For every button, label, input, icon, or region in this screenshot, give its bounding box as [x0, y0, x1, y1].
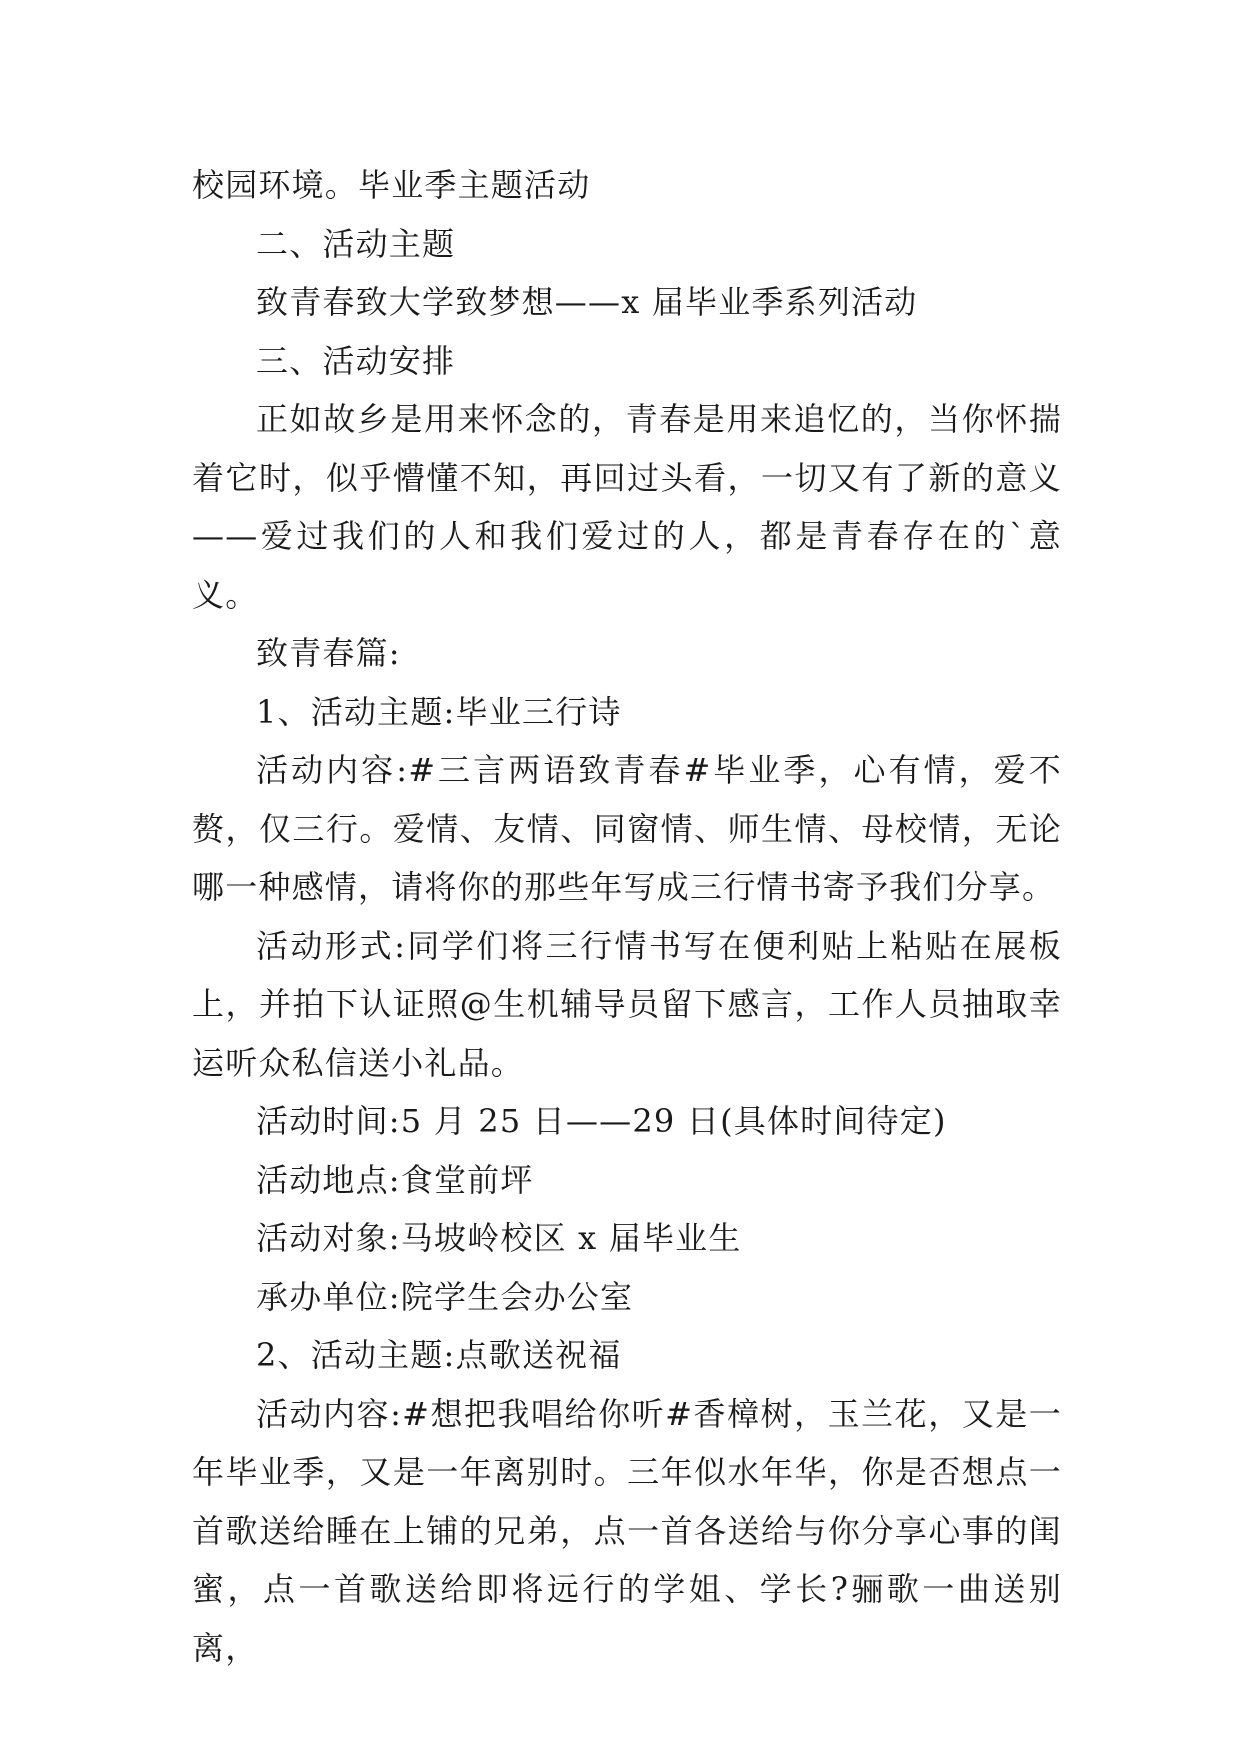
paragraph: 1、活动主题:毕业三行诗: [256, 692, 622, 731]
paragraph: 活动时间:5 月 25 日——29 日(具体时间待定): [256, 1102, 947, 1140]
paragraph: 活动内容:#想把我唱给你听#香樟树，玉兰花，又是一年毕业季，又是一年离别时。三年似水年华，你是否想点一首歌送给睡在上铺的兄弟，点一首各送给与你分享心事的闺蜜，点一首歌送给即将远行的学姐、学长?骊歌一曲送别离，: [192, 1394, 1062, 1667]
paragraph: 活动地点:食堂前坪: [256, 1160, 534, 1199]
section-heading: 二、活动主题: [256, 224, 456, 263]
paragraph: 校园环境。毕业季主题活动: [192, 166, 591, 204]
paragraph: 致青春致大学致梦想——x 届毕业季系列活动: [256, 283, 918, 321]
paragraph: 活动内容:#三言两语致青春#毕业季，心有情，爱不赘，仅三行。爱情、友情、同窗情、师生情、母校情，无论哪一种感情，请将你的那些年写成三行情书寄予我们分享。: [192, 751, 1062, 906]
subsection-heading: 致青春篇:: [256, 634, 401, 672]
document-body: [192, 156, 1062, 1677]
paragraph: 活动形式:同学们将三行情书写在便利贴上粘贴在展板上，并拍下认证照@生机辅导员留下感言，工作人员抽取幸运听众私信送小礼品。: [192, 926, 1062, 1082]
section-heading: 三、活动安排: [256, 341, 456, 380]
paragraph: 承办单位:院学生会办公室: [256, 1277, 634, 1316]
paragraph: 正如故乡是用来怀念的，青春是用来追忆的，当你怀揣着它时，似乎懵懂不知，再回过头看，一切又有了新的意义——爱过我们的人和我们爱过的人，都是青春存在的`意义。: [192, 400, 1062, 614]
paragraph: 2、活动主题:点歌送祝福: [256, 1336, 622, 1374]
paragraph: 活动对象:马坡岭校区 x 届毕业生: [256, 1219, 742, 1257]
